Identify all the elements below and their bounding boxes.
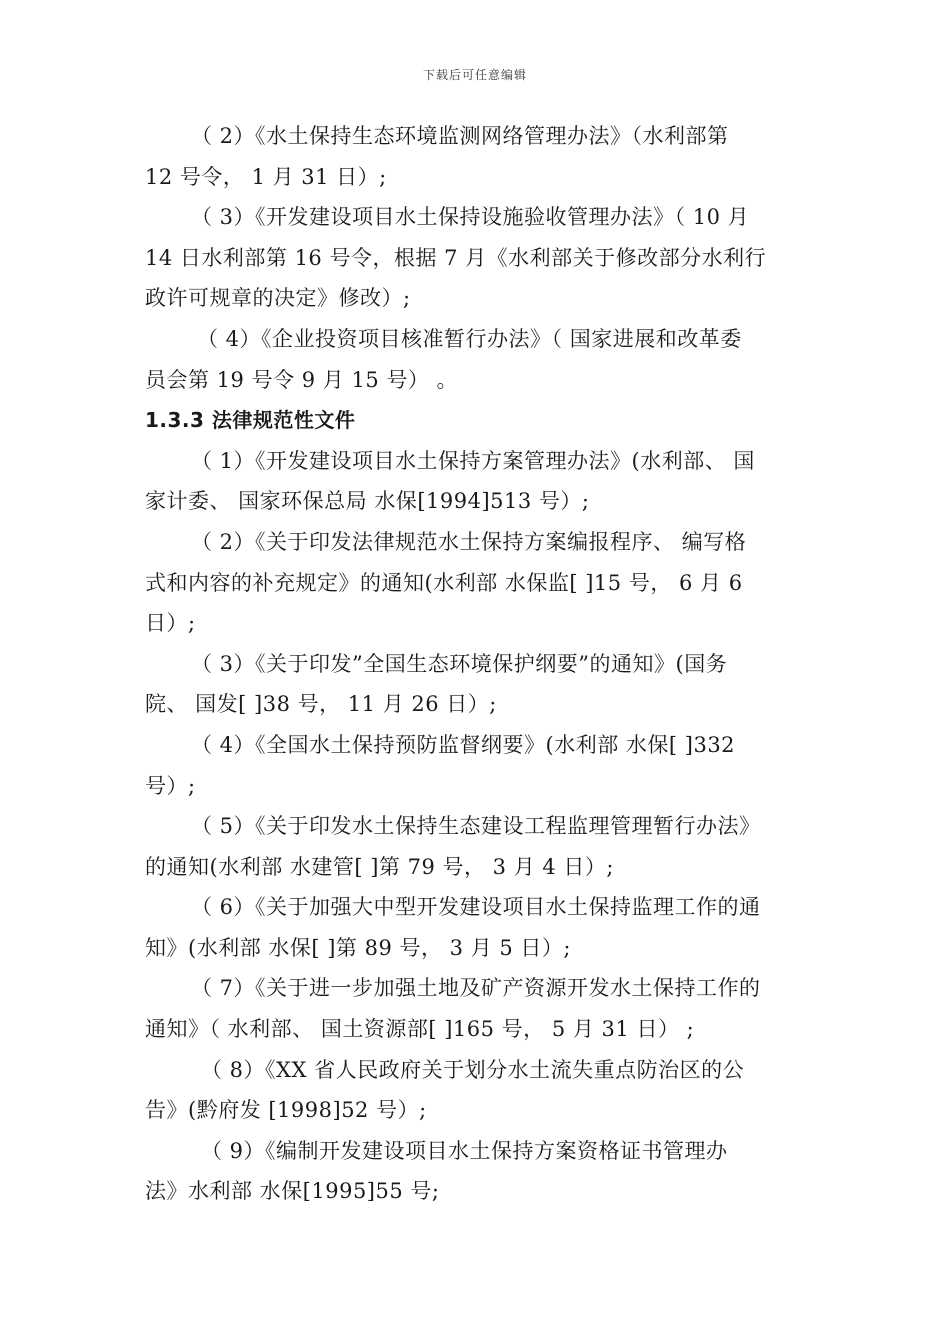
- text-line: （ 4）《企业投资项目核准暂行办法》（ 国家进展和改革委: [197, 326, 742, 351]
- text-line: 的通知(水利部 水建管[ ]第 79 号， 3 月 4 日）;: [145, 854, 614, 879]
- text-line: 政许可规章的决定》修改）;: [145, 286, 411, 311]
- text-line: 院、 国发[ ]38 号， 11 月 26 日）;: [145, 692, 497, 717]
- text-line: （ 3）《关于印发”全国生态环境保护纲要”的通知》(国务: [191, 651, 728, 676]
- text-line: 员会第 19 号令 9 月 15 号） 。: [145, 367, 459, 392]
- text-line: （ 2）《水土保持生态环境监测网络管理办法》（水利部第: [191, 124, 729, 148]
- text-line: （ 1）《开发建设项目水土保持方案管理办法》(水利部、 国: [191, 448, 755, 473]
- text-line: 法》水利部 水保[1995]55 号;: [145, 1179, 440, 1204]
- text-line: 14 日水利部第 16 号令，根据 7 月《水利部关于修改部分水利行: [145, 245, 767, 270]
- text-line: （ 3）《开发建设项目水土保持设施验收管理办法》（ 10 月: [191, 205, 750, 230]
- text-line: 式和内容的补充规定》的通知(水利部 水保监[ ]15 号， 6 月 6: [145, 570, 743, 595]
- text-line: （ 9）《编制开发建设项目水土保持方案资格证书管理办: [201, 1138, 728, 1163]
- text-line: 12 号令， 1 月 31 日）;: [145, 164, 387, 189]
- text-line: 家计委、 国家环保总局 水保[1994]513 号）;: [145, 489, 590, 514]
- text-line: （ 8）《XX 省人民政府关于划分水土流失重点防治区的公: [201, 1057, 745, 1082]
- text-line: 通知》（ 水利部、 国土资源部[ ]165 号， 5 月 31 日） ;: [145, 1017, 695, 1042]
- text-line: （ 4）《全国水土保持预防监督纲要》(水利部 水保[ ]332: [191, 732, 736, 757]
- text-line: 日）;: [145, 611, 196, 636]
- text-line: （ 7）《关于进一步加强土地及矿产资源开发水土保持工作的: [191, 976, 761, 1001]
- text-line: （ 6）《关于加强大中型开发建设项目水土保持监理工作的通: [191, 895, 761, 920]
- text-line: 告》(黔府发 [1998]52 号）;: [145, 1098, 427, 1123]
- text-line: 号）;: [145, 773, 196, 798]
- section-heading: 1.3.3 法律规范性文件: [145, 408, 356, 433]
- document-body: [145, 116, 810, 1212]
- header-note: 下载后可任意编辑: [422, 68, 527, 82]
- text-line: （ 2）《关于印发法律规范水土保持方案编报程序、 编写格: [191, 529, 747, 554]
- text-line: 知》(水利部 水保[ ]第 89 号， 3 月 5 日）;: [145, 935, 571, 960]
- text-line: （ 5）《关于印发水土保持生态建设工程监理管理暂行办法》: [191, 814, 761, 839]
